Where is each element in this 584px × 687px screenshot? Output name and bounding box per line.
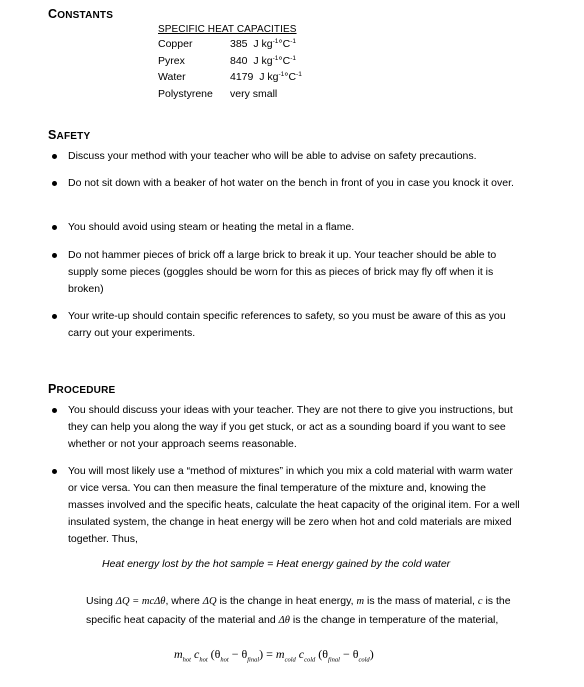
- procedure-heading-rest: ROCEDURE: [56, 385, 116, 396]
- material-name: Copper: [158, 38, 193, 51]
- bullet-icon: [48, 402, 68, 453]
- safety-item-text: Do not hammer pieces of brick off a large brick to break it up. Your teacher should be able to supply some pieces (goggles should be worn for this as pieces of brick may fly off when it is broken): [68, 249, 497, 295]
- material-value: 840 J $kg^{-1}^\circ C^{-1}$: [230, 54, 296, 67]
- bullet-icon: [48, 148, 68, 165]
- material-value: 4179 J $kg^{-1}^\circ C^{-1}$: [230, 71, 302, 84]
- constants-heading-rest: ONSTANTS: [57, 10, 114, 21]
- material-value: very small: [230, 87, 278, 100]
- safety-item: [48, 148, 523, 165]
- bullet-icon: [48, 247, 68, 298]
- safety-item-text: Your write-up should contain specific references to safety, so you must be aware of this as you carry out your experiments.: [68, 310, 506, 339]
- bullet-icon: [48, 308, 68, 342]
- material-value: 385 J $kg^{-1}^\circ C^{-1}$: [230, 38, 296, 51]
- specific-heat-table: [158, 24, 358, 102]
- table-row: [158, 69, 358, 86]
- constants-heading-initial: C: [48, 7, 58, 21]
- heat-balance-equation: $m_{hot}$ $c_{hot}$ $(\theta_{hot} - \theta_{final}) = m_{cold}$ $c_{cold}$ $(\theta_{final} - \theta_{cold})$: [174, 647, 374, 664]
- formula-inline: ΔQ = mcΔθ: [115, 596, 166, 607]
- procedure-item: [48, 463, 523, 548]
- safety-heading: [48, 128, 90, 142]
- safety-item: [48, 175, 523, 192]
- procedure-item: [48, 402, 523, 453]
- material-name: Water: [158, 71, 186, 84]
- table-row: [158, 86, 358, 103]
- safety-item: [48, 308, 523, 342]
- safety-item: [48, 219, 523, 236]
- explanation-paragraph: Using ΔQ = mcΔθ, where ΔQ is the change in heat energy, m is the mass of material, c is the specific heat capacity of the material and Δθ is the change in temperature of the material,: [86, 595, 511, 626]
- table-row: [158, 53, 358, 70]
- bullet-icon: [48, 219, 68, 236]
- safety-item-text: Discuss your method with your teacher who will be able to advise on safety precautions.: [68, 150, 477, 162]
- bullet-icon: [48, 175, 68, 192]
- procedure-heading: [48, 382, 115, 396]
- table-row: [158, 36, 358, 53]
- safety-heading-rest: AFETY: [56, 131, 91, 142]
- safety-item-text: You should avoid using steam or heating the metal in a flame.: [68, 221, 355, 233]
- safety-item-text: Do not sit down with a beaker of hot water on the bench in front of you in case you knock it over.: [68, 177, 514, 189]
- word-equation: Heat energy lost by the hot sample = Heat energy gained by the cold water: [102, 558, 451, 570]
- table-caption: SPECIFIC HEAT CAPACITIES: [158, 24, 297, 35]
- procedure-item-text: You should discuss your ideas with your teacher. They are not there to give you instructions, but they can help you along the way if you get stuck, or act as a sounding board if you want to see whether or not your approach seems reasonable.: [68, 404, 513, 450]
- procedure-item-text: You will most likely use a “method of mixtures” in which you mix a cold material with warm water or vice versa. You can then measure the final temperature of the mixture and, knowing the masses involved and the specific heats, calculate the heat capacity of the original item. For a well insulated system, the change in heat energy will be zero when hot and cold materials are mixed together. Thus,: [68, 465, 520, 545]
- safety-heading-initial: S: [48, 128, 57, 142]
- material-name: Pyrex: [158, 54, 185, 67]
- constants-heading: [48, 7, 113, 21]
- safety-item: [48, 247, 523, 298]
- bullet-icon: [48, 463, 68, 548]
- procedure-heading-initial: P: [48, 382, 57, 396]
- material-name: Polystyrene: [158, 87, 213, 100]
